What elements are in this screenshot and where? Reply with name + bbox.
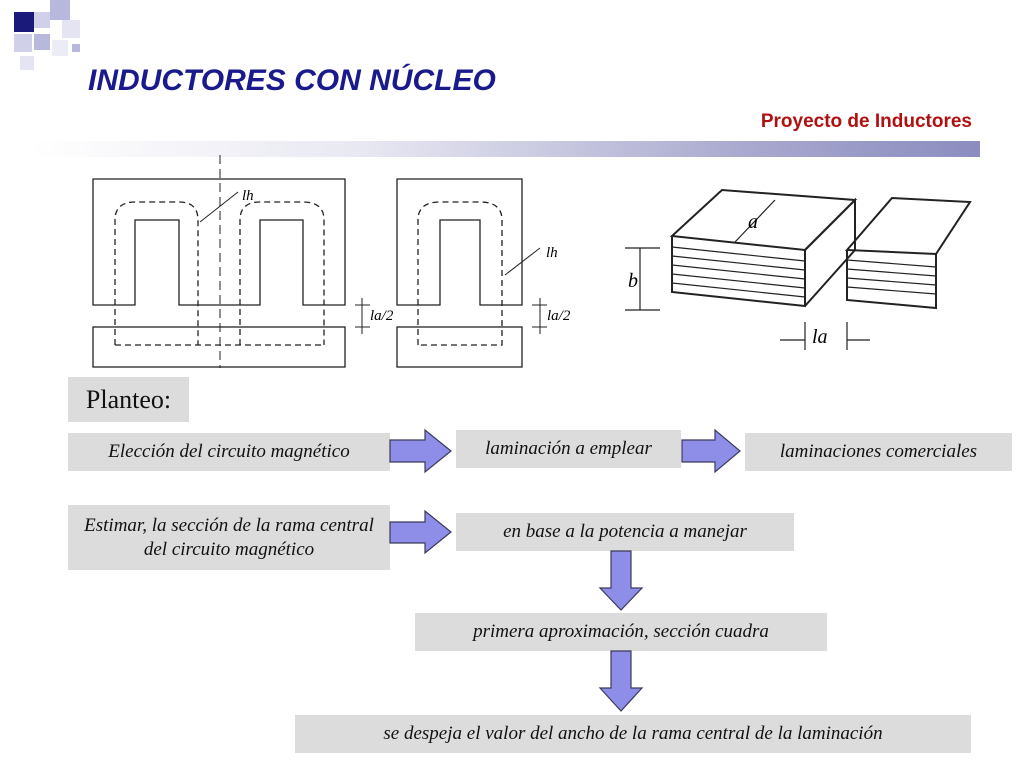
arrow-right-1: [390, 430, 451, 472]
left-gap-label: la/2: [370, 308, 394, 324]
arrow-right-3: [390, 511, 451, 553]
stack-la-label: la: [812, 326, 828, 348]
middle-lh-label: lh: [546, 245, 558, 261]
stack-b-label: b: [628, 270, 638, 292]
flow-box-eleccion: Elección del circuito magnético: [68, 433, 390, 471]
left-lh-label: lh: [242, 188, 254, 204]
arrow-down-2: [600, 651, 642, 711]
middle-gap-label: la/2: [547, 308, 571, 324]
arrow-right-2: [682, 430, 740, 472]
stack-a-label: a: [748, 211, 758, 233]
planteo-label: Planteo:: [68, 377, 189, 422]
slide-title: INDUCTORES CON NÚCLEO: [88, 64, 496, 97]
flow-box-laminacion: laminación a emplear: [456, 430, 681, 468]
flow-box-comerciales: laminaciones comerciales: [745, 433, 1012, 471]
flow-box-despeja: se despeja el valor del ancho de la rama central de la laminación: [295, 715, 971, 753]
arrow-down-1: [600, 551, 642, 610]
slide-subtitle: Proyecto de Inductores: [760, 111, 972, 132]
flow-box-aproximacion: primera aproximación, sección cuadra: [415, 613, 827, 651]
flow-box-potencia: en base a la potencia a manejar: [456, 513, 794, 551]
flow-box-estimar: Estimar, la sección de la rama central del circuito magnético: [68, 505, 390, 570]
